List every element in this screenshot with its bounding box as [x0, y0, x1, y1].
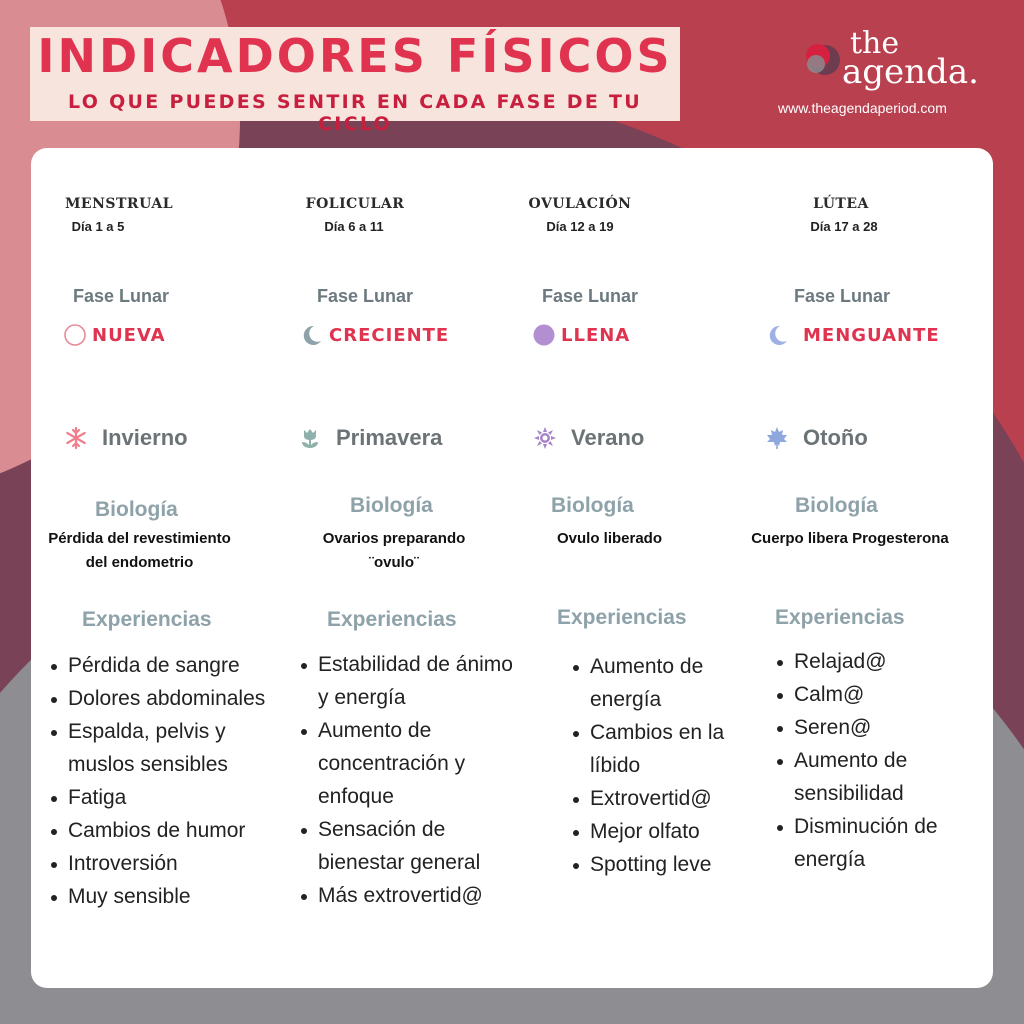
list-item: energía — [590, 688, 662, 711]
title-banner — [30, 27, 680, 135]
list-item: y energía — [318, 686, 406, 709]
biology-text — [276, 527, 512, 575]
crescent-moon-icon — [301, 324, 323, 346]
page-subtitle: LO QUE PUEDES SENTIR EN CADA FASE DE TU CICLO — [67, 91, 643, 135]
page-title: INDICADORES FÍSICOS — [37, 29, 673, 83]
experiences-label: Experiencias — [775, 606, 905, 629]
biology-line: Ovarios preparando — [322, 530, 466, 547]
list-item: Aumento de — [318, 714, 538, 747]
list-item: Fatiga — [68, 781, 288, 814]
phase-name: OVULACIÓN — [528, 196, 632, 212]
biology-line: Cuerpo libera Progesterona — [751, 530, 949, 547]
biology-label: Biología — [95, 498, 178, 521]
season-name: Invierno — [102, 425, 188, 450]
biology-line: Pérdida del revestimiento — [48, 530, 231, 547]
biology-text — [521, 527, 698, 551]
season-name: Otoño — [803, 425, 868, 450]
biology-line: ¨ovulo¨ — [369, 554, 419, 571]
list-item: Pérdida de sangre — [68, 649, 288, 682]
moon-name: NUEVA — [92, 324, 166, 346]
experiences-label: Experiencias — [82, 608, 212, 631]
tulip-icon — [298, 426, 322, 450]
list-item: Estabilidad de ánimo — [318, 648, 538, 681]
biology-text — [741, 527, 959, 551]
experiences-label: Experiencias — [557, 606, 687, 629]
phase-name: FOLICULAR — [305, 196, 405, 212]
phase-column-lutea — [741, 148, 993, 988]
list-item: Seren@ — [794, 711, 984, 744]
list-item: energía — [794, 848, 866, 871]
phase-days: Día 12 a 19 — [546, 219, 614, 234]
phase-name: LÚTEA — [813, 196, 869, 212]
list-item: Aumento de — [794, 744, 984, 777]
phase-days: Día 17 a 28 — [810, 219, 878, 234]
sun-icon — [533, 426, 557, 450]
phase-column-menstrual — [31, 148, 276, 988]
phase-column-folicular — [276, 148, 521, 988]
list-item: Relajad@ — [794, 645, 984, 678]
biology-label: Biología — [350, 494, 433, 517]
moon-phase — [767, 322, 940, 348]
biology-line: del endometrio — [85, 554, 194, 571]
season-name: Verano — [571, 425, 645, 450]
moon-name: LLENA — [561, 324, 631, 346]
moon-phase — [533, 322, 630, 348]
list-item: Disminución de — [794, 810, 984, 843]
experiences-list — [318, 648, 538, 912]
moon-phase — [301, 322, 449, 348]
list-item: muslos sensibles — [68, 753, 228, 776]
list-item: Aumento de — [590, 650, 740, 683]
list-item: Introversión — [68, 847, 288, 880]
season-name: Primavera — [336, 425, 443, 450]
list-item: Espalda, pelvis y — [68, 715, 288, 748]
list-item: Muy sensible — [68, 880, 288, 913]
list-item: Sensación de — [318, 813, 538, 846]
season — [533, 424, 644, 452]
logo-text-agenda: agenda. — [842, 52, 979, 92]
season — [298, 424, 442, 452]
brand-logo[interactable] — [800, 26, 1000, 92]
full-moon-icon — [533, 324, 555, 346]
new-moon-icon — [64, 324, 86, 346]
biology-text — [31, 527, 248, 575]
moon-phase — [64, 322, 166, 348]
waning-moon-icon — [767, 324, 789, 346]
list-item: líbido — [590, 754, 641, 777]
list-item: sensibilidad — [794, 782, 904, 805]
list-item: Más extrovertid@ — [318, 879, 538, 912]
logo-mark-icon — [804, 42, 840, 78]
lunar-label: Fase Lunar — [542, 286, 639, 306]
phases-card — [31, 148, 993, 988]
list-item: Mejor olfato — [590, 815, 740, 848]
phase-days: Día 1 a 5 — [71, 219, 125, 234]
list-item: Calm@ — [794, 678, 984, 711]
lunar-label: Fase Lunar — [317, 286, 414, 306]
phase-days: Día 6 a 11 — [324, 219, 384, 234]
moon-name: CRECIENTE — [329, 324, 450, 346]
list-item: Cambios en la — [590, 716, 740, 749]
list-item: enfoque — [318, 785, 394, 808]
logo-text-the: the — [850, 26, 900, 61]
biology-line: Ovulo liberado — [556, 530, 662, 547]
list-item: concentración y — [318, 752, 466, 775]
experiences-list — [794, 645, 984, 876]
experiences-label: Experiencias — [327, 608, 457, 631]
list-item: Dolores abdominales — [68, 682, 288, 715]
season — [64, 424, 188, 452]
website-link[interactable]: www.theagendaperiod.com — [778, 100, 947, 116]
moon-name: MENGUANTE — [803, 324, 940, 346]
list-item: bienestar general — [318, 851, 481, 874]
experiences-list — [590, 650, 740, 881]
phase-column-ovulacion — [521, 148, 741, 988]
lunar-label: Fase Lunar — [73, 286, 170, 306]
phase-name: MENSTRUAL — [64, 196, 174, 212]
experiences-list — [68, 649, 288, 913]
season — [765, 424, 868, 452]
list-item: Extrovertid@ — [590, 782, 740, 815]
biology-label: Biología — [795, 494, 878, 517]
lunar-label: Fase Lunar — [794, 286, 891, 306]
list-item: Cambios de humor — [68, 814, 288, 847]
maple-leaf-icon — [765, 426, 789, 450]
biology-label: Biología — [551, 494, 634, 517]
list-item: Spotting leve — [590, 848, 740, 881]
snowflake-icon — [64, 426, 88, 450]
